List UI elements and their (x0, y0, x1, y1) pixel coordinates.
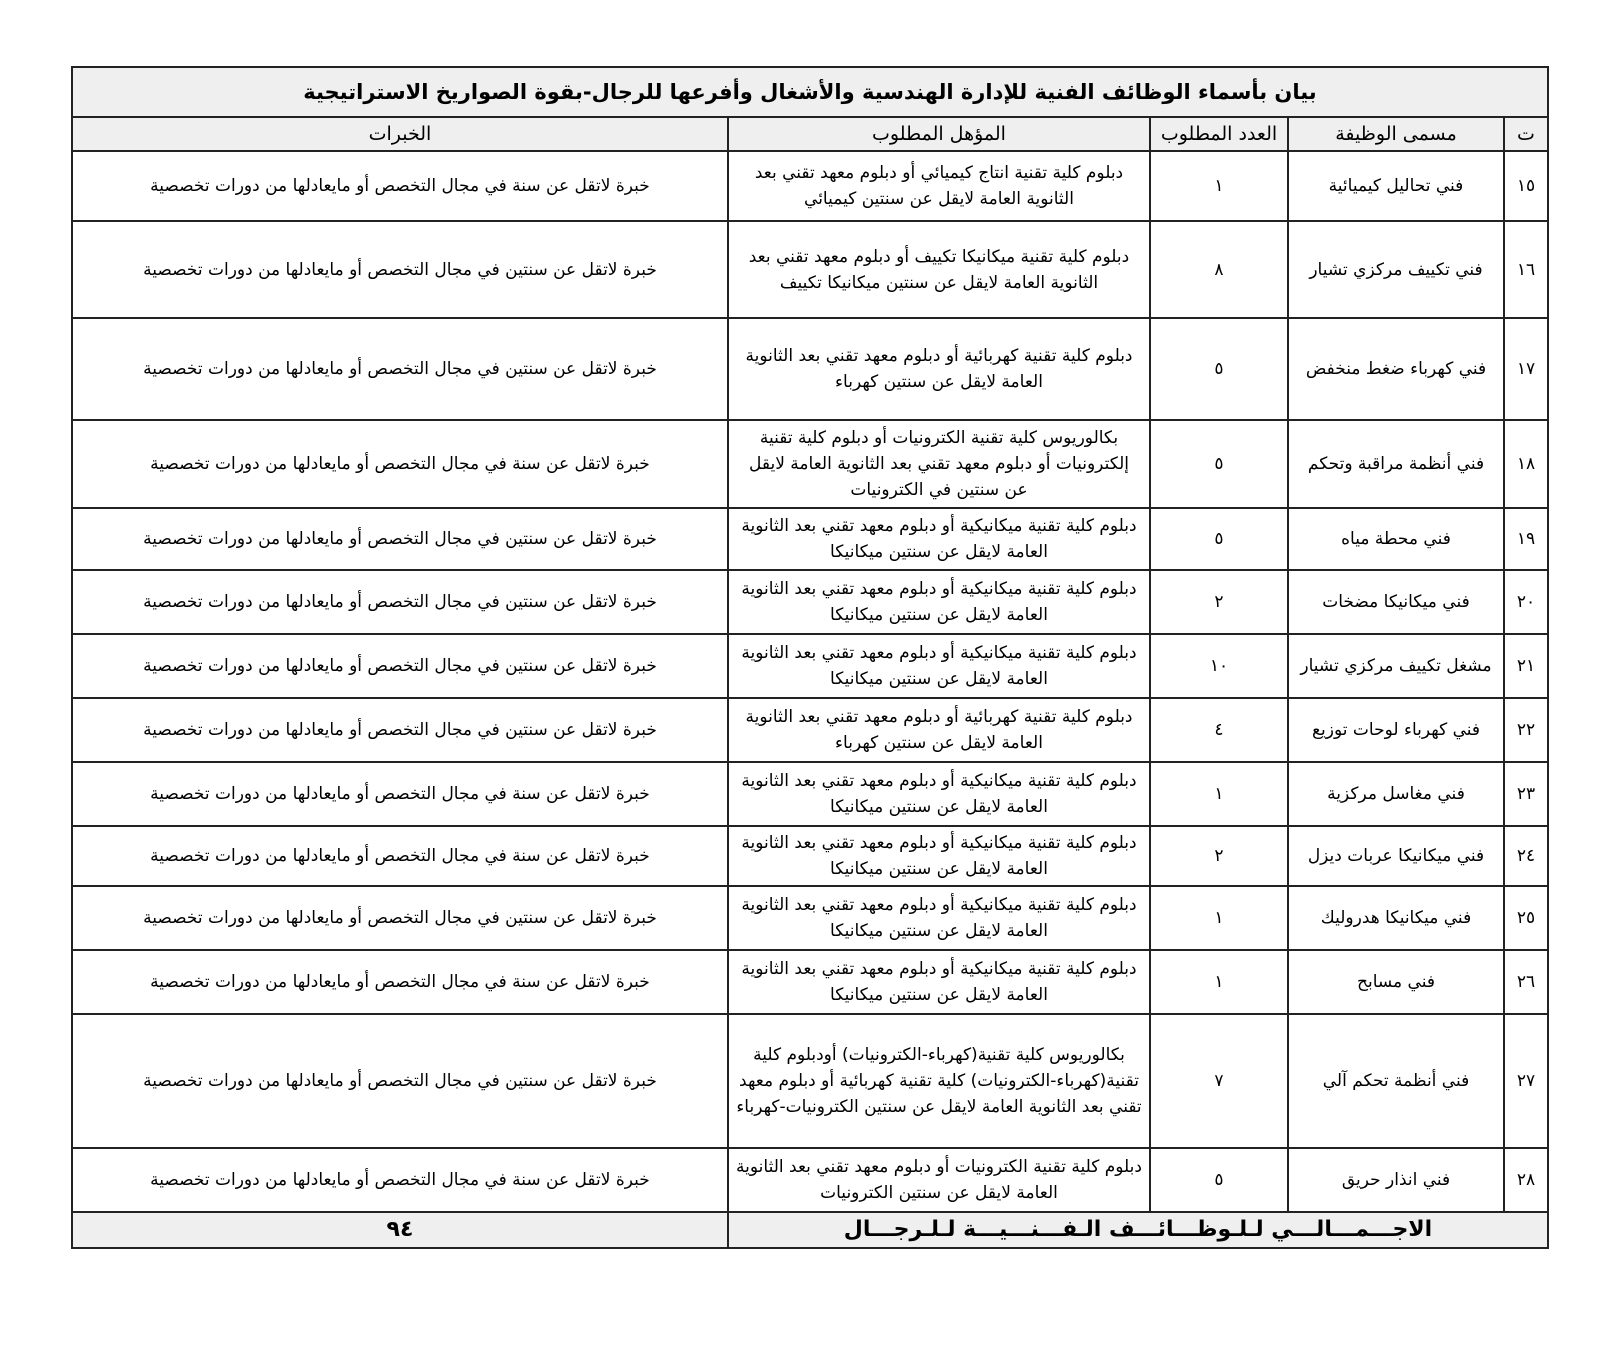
job-title: فني أنظمة مراقبة وتحكم (1288, 420, 1504, 508)
experience: خبرة لاتقل عن سنة في مجال التخصص أو مايعادلها من دورات تخصصية (72, 826, 728, 886)
required-count: ١ (1150, 950, 1288, 1014)
table-row (72, 1148, 1548, 1212)
header-job-title: مسمى الوظيفة (1288, 117, 1504, 151)
qualification: دبلوم كلية تقنية كهربائية أو دبلوم معهد تقني بعد الثانوية العامة لايقل عن سنتين كهرباء (728, 318, 1150, 420)
job-title: فني ميكانيكا مضخات (1288, 570, 1504, 634)
row-number: ٢٧ (1504, 1014, 1548, 1148)
job-title: فني كهرباء لوحات توزيع (1288, 698, 1504, 762)
job-title: فني ميكانيكا عربات ديزل (1288, 826, 1504, 886)
table-row (72, 221, 1548, 318)
experience: خبرة لاتقل عن سنة في مجال التخصص أو مايعادلها من دورات تخصصية (72, 950, 728, 1014)
job-title: فني ميكانيكا هدروليك (1288, 886, 1504, 950)
required-count: ٥ (1150, 508, 1288, 570)
qualification: دبلوم كلية تقنية ميكانيكا تكييف أو دبلوم معهد تقني بعد الثانوية العامة لايقل عن سنتين ميكانيكا تكييف (728, 221, 1150, 318)
experience: خبرة لاتقل عن سنة في مجال التخصص أو مايعادلها من دورات تخصصية (72, 1148, 728, 1212)
header-qualification: المؤهل المطلوب (728, 117, 1150, 151)
job-title: فني تكييف مركزي تشيار (1288, 221, 1504, 318)
row-number: ٢١ (1504, 634, 1548, 698)
experience: خبرة لاتقل عن سنة في مجال التخصص أو مايعادلها من دورات تخصصية (72, 151, 728, 221)
required-count: ١ (1150, 886, 1288, 950)
total-value: ٩٤ (72, 1212, 728, 1248)
header-experience: الخبرات (72, 117, 728, 151)
row-number: ٢٥ (1504, 886, 1548, 950)
table-row (72, 634, 1548, 698)
required-count: ٢ (1150, 826, 1288, 886)
table-row (72, 1014, 1548, 1148)
qualification: دبلوم كلية تقنية ميكانيكية أو دبلوم معهد تقني بعد الثانوية العامة لايقل عن سنتين ميكانيكا (728, 762, 1150, 826)
table-row (72, 151, 1548, 221)
job-title: فني مغاسل مركزية (1288, 762, 1504, 826)
table-row (72, 508, 1548, 570)
total-row (72, 1212, 1548, 1248)
job-title: فني محطة مياه (1288, 508, 1504, 570)
job-title: فني تحاليل كيميائية (1288, 151, 1504, 221)
experience: خبرة لاتقل عن سنة في مجال التخصص أو مايعادلها من دورات تخصصية (72, 420, 728, 508)
experience: خبرة لاتقل عن سنة في مجال التخصص أو مايعادلها من دورات تخصصية (72, 762, 728, 826)
jobs-table (71, 66, 1549, 1249)
row-number: ٢٤ (1504, 826, 1548, 886)
job-title: فني أنظمة تحكم آلي (1288, 1014, 1504, 1148)
table-row (72, 570, 1548, 634)
row-number: ١٧ (1504, 318, 1548, 420)
experience: خبرة لاتقل عن سنتين في مجال التخصص أو مايعادلها من دورات تخصصية (72, 634, 728, 698)
qualification: بكالوريوس كلية تقنية الكترونيات أو دبلوم كلية تقنية إلكترونيات أو دبلوم معهد تقني بعد الثانوية العامة لايقل عن سنتين في الكترونيات (728, 420, 1150, 508)
row-number: ٢٠ (1504, 570, 1548, 634)
job-title: فني انذار حريق (1288, 1148, 1504, 1212)
experience: خبرة لاتقل عن سنتين في مجال التخصص أو مايعادلها من دورات تخصصية (72, 698, 728, 762)
row-number: ٢٣ (1504, 762, 1548, 826)
row-number: ١٦ (1504, 221, 1548, 318)
qualification: دبلوم كلية تقنية ميكانيكية أو دبلوم معهد تقني بعد الثانوية العامة لايقل عن سنتين ميكانيكا (728, 508, 1150, 570)
experience: خبرة لاتقل عن سنتين في مجال التخصص أو مايعادلها من دورات تخصصية (72, 886, 728, 950)
table-row (72, 420, 1548, 508)
header-t: ت (1504, 117, 1548, 151)
table-row (72, 950, 1548, 1014)
required-count: ١ (1150, 762, 1288, 826)
required-count: ٥ (1150, 1148, 1288, 1212)
qualification: دبلوم كلية تقنية كهربائية أو دبلوم معهد تقني بعد الثانوية العامة لايقل عن سنتين كهرباء (728, 698, 1150, 762)
required-count: ٤ (1150, 698, 1288, 762)
required-count: ١ (1150, 151, 1288, 221)
qualification: دبلوم كلية تقنية انتاج كيميائي أو دبلوم معهد تقني بعد الثانوية العامة لايقل عن سنتين كيميائي (728, 151, 1150, 221)
header-row (72, 117, 1548, 151)
required-count: ٥ (1150, 420, 1288, 508)
required-count: ٥ (1150, 318, 1288, 420)
required-count: ٢ (1150, 570, 1288, 634)
qualification: دبلوم كلية تقنية ميكانيكية أو دبلوم معهد تقني بعد الثانوية العامة لايقل عن سنتين ميكانيكا (728, 570, 1150, 634)
required-count: ٨ (1150, 221, 1288, 318)
title-row (72, 67, 1548, 117)
table-row (72, 886, 1548, 950)
table-title: بيان بأسماء الوظائف الفنية للإدارة الهندسية والأشغال وأفرعها للرجال-بقوة الصواريخ الاستراتيجية (72, 67, 1548, 117)
table-row (72, 318, 1548, 420)
required-count: ١٠ (1150, 634, 1288, 698)
experience: خبرة لاتقل عن سنتين في مجال التخصص أو مايعادلها من دورات تخصصية (72, 221, 728, 318)
row-number: ١٨ (1504, 420, 1548, 508)
job-title: مشغل تكييف مركزي تشيار (1288, 634, 1504, 698)
qualification: دبلوم كلية تقنية ميكانيكية أو دبلوم معهد تقني بعد الثانوية العامة لايقل عن سنتين ميكانيكا (728, 886, 1150, 950)
table-row (72, 826, 1548, 886)
experience: خبرة لاتقل عن سنتين في مجال التخصص أو مايعادلها من دورات تخصصية (72, 570, 728, 634)
document (73, 66, 1549, 1249)
row-number: ١٩ (1504, 508, 1548, 570)
qualification: دبلوم كلية تقنية ميكانيكية أو دبلوم معهد تقني بعد الثانوية العامة لايقل عن سنتين ميكانيكا (728, 634, 1150, 698)
experience: خبرة لاتقل عن سنتين في مجال التخصص أو مايعادلها من دورات تخصصية (72, 1014, 728, 1148)
row-number: ٢٦ (1504, 950, 1548, 1014)
experience: خبرة لاتقل عن سنتين في مجال التخصص أو مايعادلها من دورات تخصصية (72, 318, 728, 420)
row-number: ١٥ (1504, 151, 1548, 221)
qualification: دبلوم كلية تقنية ميكانيكية أو دبلوم معهد تقني بعد الثانوية العامة لايقل عن سنتين ميكانيكا (728, 950, 1150, 1014)
table-row (72, 698, 1548, 762)
header-count: العدد المطلوب (1150, 117, 1288, 151)
required-count: ٧ (1150, 1014, 1288, 1148)
job-title: فني مسابح (1288, 950, 1504, 1014)
table-row (72, 762, 1548, 826)
experience: خبرة لاتقل عن سنتين في مجال التخصص أو مايعادلها من دورات تخصصية (72, 508, 728, 570)
job-title: فني كهرباء ضغط منخفض (1288, 318, 1504, 420)
qualification: دبلوم كلية تقنية ميكانيكية أو دبلوم معهد تقني بعد الثانوية العامة لايقل عن سنتين ميكانيكا (728, 826, 1150, 886)
qualification: بكالوريوس كلية تقنية(كهرباء-الكترونيات) أودبلوم كلية تقنية(كهرباء-الكترونيات) كلية تقنية كهربائية أو دبلوم معهد تقني بعد الثانوية العامة لايقل عن سنتين الكترونيات-كهرباء (728, 1014, 1150, 1148)
total-label: الاجـــمـــالـــي لـلـوظـــائـــف الـفـــنـــيـــة لـلـرجـــال (728, 1212, 1548, 1248)
row-number: ٢٨ (1504, 1148, 1548, 1212)
qualification: دبلوم كلية تقنية الكترونيات أو دبلوم معهد تقني بعد الثانوية العامة لايقل عن سنتين الكترونيات (728, 1148, 1150, 1212)
row-number: ٢٢ (1504, 698, 1548, 762)
